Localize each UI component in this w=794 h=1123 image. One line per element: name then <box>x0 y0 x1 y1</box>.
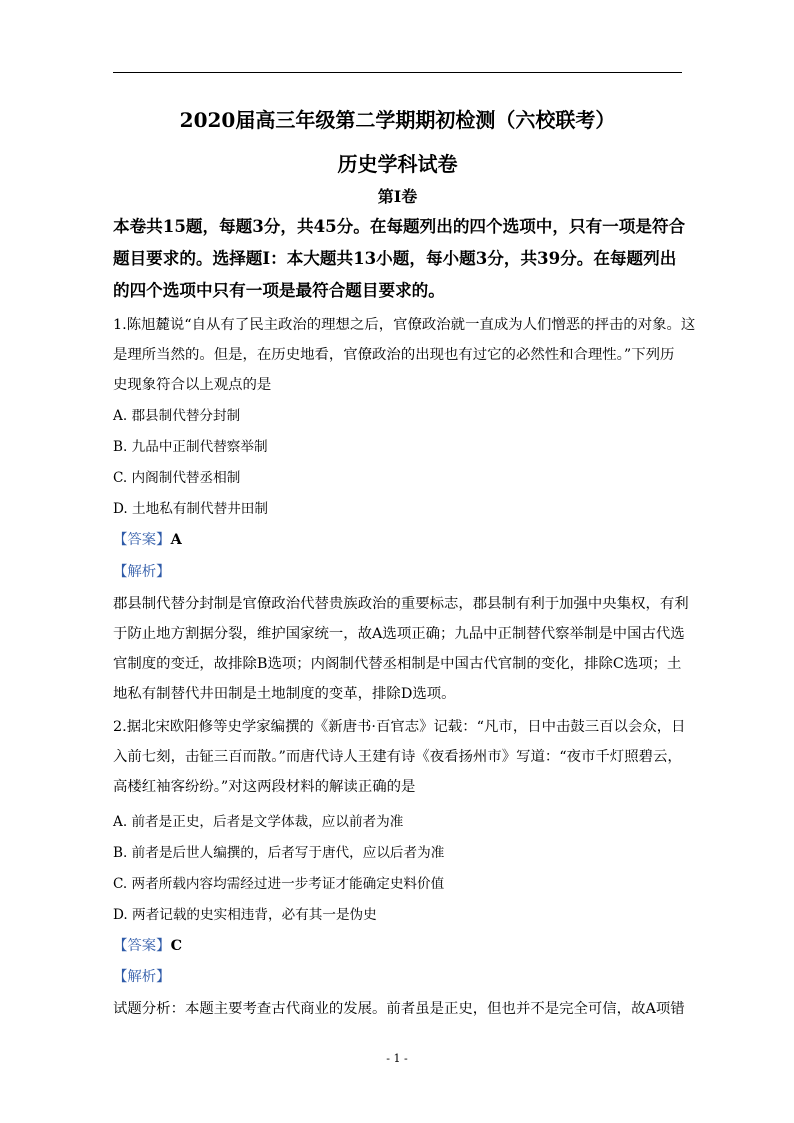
q2-answer <box>113 934 182 955</box>
q2-option-b: B. 前者是后世人编撰的，后者写于唐代，应以后者为准 <box>113 845 445 861</box>
q1-option-d: D. 土地私有制代替井田制 <box>113 501 268 517</box>
q2-stem-line-2: 入前七刻，击钲三百而散。”而唐代诗人王建有诗《夜看扬州市》写道：“夜市千灯照碧云， <box>113 749 682 765</box>
q1-stem-line-1: 1.陈旭麓说“自从有了民主政治的理想之后，官僚政治就一直成为人们憎恶的抨击的对象。这 <box>113 317 696 333</box>
q2-stem-line-1: 2.据北宋欧阳修等史学家编撰的《新唐书·百官志》记载：“凡市，日中击鼓三百以会众，日 <box>113 719 686 735</box>
q2-analysis-label: 【解析】 <box>113 969 171 985</box>
q1-answer <box>113 528 182 549</box>
q1-analysis-line-4: 地私有制替代井田制是土地制度的变革，排除D选项。 <box>113 686 456 702</box>
q1-answer-value: A <box>170 531 182 548</box>
exam-title: 2020届高三年级第二学期期初检测（六校联考） <box>179 108 616 132</box>
section-heading: 第Ⅰ卷 <box>377 187 418 206</box>
header-rule <box>113 72 682 73</box>
intro-line-2: 题目要求的。选择题Ⅰ：本大题共13小题，每小题3分，共39分。在每题列出 <box>113 248 677 268</box>
q1-stem-line-3: 史现象符合以上观点的是 <box>113 377 272 393</box>
q1-option-c: C. 内阁制代替丞相制 <box>113 470 241 486</box>
q2-option-c: C. 两者所载内容均需经过进一步考证才能确定史料价值 <box>113 876 445 892</box>
intro-line-3: 的四个选项中只有一项是最符合题目要求的。 <box>113 280 445 300</box>
q2-option-a: A. 前者是正史，后者是文学体裁，应以前者为准 <box>113 814 404 830</box>
q2-analysis-line-1: 试题分析：本题主要考查古代商业的发展。前者虽是正史，但也并不是完全可信，故A项错 <box>113 1001 685 1017</box>
page-number: - 1 - <box>386 1052 408 1065</box>
q1-option-b: B. 九品中正制代替察举制 <box>113 439 268 455</box>
q1-stem-line-2: 是理所当然的。但是，在历史地看，官僚政治的出现也有过它的必然性和合理性。”下列历 <box>113 347 675 363</box>
q2-answer-value: C <box>170 937 183 954</box>
q2-answer-label: 【答案】 <box>113 938 171 954</box>
q1-analysis-line-3: 官制度的变迁，故排除B选项；内阁制代替丞相制是中国古代官制的变化，排除C选项；土 <box>113 656 682 672</box>
q1-analysis-line-2: 于防止地方割据分裂，维护国家统一，故A选项正确；九品中正制替代察举制是中国古代选 <box>113 626 685 642</box>
q1-answer-label: 【答案】 <box>113 532 171 548</box>
q2-option-d: D. 两者记载的史实相违背，必有其一是伪史 <box>113 907 377 923</box>
intro-line-1: 本卷共15题，每题3分，共45分。在每题列出的四个选项中，只有一项是符合 <box>113 216 686 236</box>
q2-stem-line-3: 高楼红袖客纷纷。”对这两段材料的解读正确的是 <box>113 779 416 795</box>
exam-subtitle: 历史学科试卷 <box>337 152 458 176</box>
q1-analysis-line-1: 郡县制代替分封制是官僚政治代替贵族政治的重要标志，郡县制有利于加强中央集权，有利 <box>113 596 689 612</box>
q1-analysis-label: 【解析】 <box>113 564 171 580</box>
q1-option-a: A. 郡县制代替分封制 <box>113 408 241 424</box>
